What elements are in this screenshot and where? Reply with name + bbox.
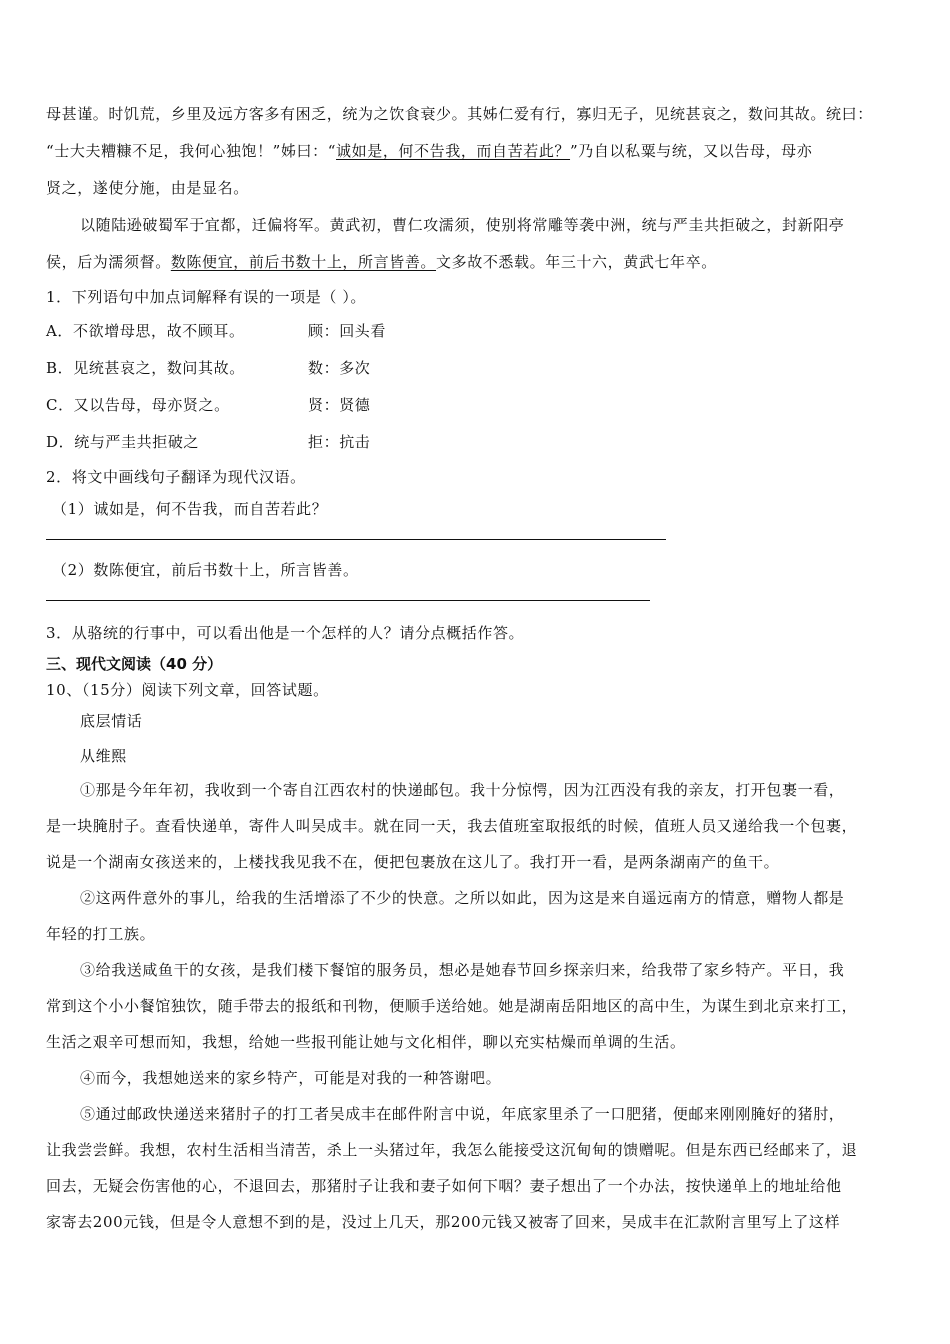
paragraph-1-line-3: 说是一个湖南女孩送来的，上楼找我见我不在，便把包裹放在这儿了。我打开一看，是两条湖南产的鱼干。 [46, 853, 780, 871]
paragraph-5-line-2: 让我尝尝鲜。我想，农村生活相当清苦，杀上一头猪过年，我怎么能接受这沉甸甸的馈赠呢。但是东西已经邮来了，退 [46, 1141, 858, 1159]
option-c-gloss: 贤：贤德 [308, 396, 371, 414]
classical-line-5a: 侯，后为濡须督。 [46, 253, 171, 271]
paragraph-5-line-4: 家寄去200元钱，但是令人意想不到的是，没过上几天，那200元钱又被寄了回来，吴成丰在汇款附言里写上了这样 [46, 1213, 841, 1231]
document-page [46, 96, 906, 1240]
paragraph-5-line-3: 回去，无疑会伤害他的心，不退回去，那猪肘子让我和妻子如何下咽？妻子想出了一个办法，按快递单上的地址给他 [46, 1177, 842, 1195]
paragraph-2-line-2: 年轻的打工族。 [46, 925, 156, 943]
option-d-gloss: 拒：抗击 [308, 433, 371, 451]
article-author: 从维熙 [80, 747, 127, 765]
paragraph-4-line-1: ④而今，我想她送来的家乡特产，可能是对我的一种答谢吧。 [80, 1069, 502, 1087]
classical-line-2a: “士大夫糟糠不足，我何心独饱！”姊曰：“ [46, 142, 337, 160]
option-b-label: B．见统甚哀之，数问其故。 [46, 359, 245, 377]
option-c-label: C．又以告母，母亦贤之。 [46, 396, 230, 414]
paragraph-1-line-2: 是一块腌肘子。查看快递单，寄件人叫吴成丰。就在同一天，我去值班室取报纸的时候，值班人员又递给我一个包裹， [46, 817, 858, 835]
classical-line-2b: ”乃自以私粟与统，又以告母，母亦 [570, 142, 813, 160]
question-2-item-2: （2）数陈便宜，前后书数十上，所言皆善。 [52, 561, 359, 579]
question-1-option-c [46, 387, 906, 424]
paragraph-2-line-1: ②这两件意外的事儿，给我的生活增添了不少的快意。之所以如此，因为这是来自遥远南方的情意，赠物人都是 [80, 889, 845, 907]
option-d-label: D．统与严圭共拒破之 [46, 433, 200, 451]
option-a-gloss: 顾：回头看 [308, 322, 387, 340]
option-a-label: A．不欲增母思，故不顾耳。 [46, 322, 245, 340]
question-1-option-d [46, 424, 906, 461]
underlined-sentence-1: 诚如是，何不告我，而自苦若此？ [336, 142, 571, 160]
classical-line-1: 母甚谨。时饥荒，乡里及远方客多有困乏，统为之饮食衰少。其姊仁爱有行，寡归无子，见统甚哀之，数问其故。统曰： [46, 105, 873, 123]
paragraph-3-line-2: 常到这个小小餐馆独饮，随手带去的报纸和刊物，便顺手送给她。她是湖南岳阳地区的高中生，为谋生到北京来打工， [46, 997, 858, 1015]
question-1-stem: 1．下列语句中加点词解释有误的一项是（ ）。 [46, 288, 367, 306]
paragraph-1-line-1: ①那是今年年初，我收到一个寄自江西农村的快递邮包。我十分惊愕，因为江西没有我的亲友，打开包裹一看， [80, 781, 845, 799]
underlined-sentence-2: 数陈便宜，前后书数十上，所言皆善。 [170, 253, 437, 271]
classical-line-5 [46, 244, 906, 281]
option-b-gloss: 数：多次 [308, 359, 371, 377]
paragraph-5-line-1: ⑤通过邮政快递送来猪肘子的打工者吴成丰在邮件附言中说，年底家里杀了一口肥猪，便邮来刚刚腌好的猪肘， [80, 1105, 845, 1123]
paragraph-3-line-3: 生活之艰辛可想而知，我想，给她一些报刊能让她与文化相伴，聊以充实枯燥而单调的生活。 [46, 1033, 686, 1051]
question-1-option-a [46, 313, 906, 350]
question-2-item-1: （1）诚如是，何不告我，而自苦若此？ [52, 500, 328, 518]
answer-line-1[interactable] [46, 525, 666, 540]
question-10-intro: 10、（15分）阅读下列文章，回答试题。 [46, 681, 329, 699]
article-title: 底层情话 [80, 712, 143, 730]
question-1-option-b [46, 350, 906, 387]
section-3-title: 三、现代文阅读（40 分） [46, 655, 223, 673]
classical-line-4: 以随陆逊破蜀军于宜都，迁偏将军。黄武初，曹仁攻濡须，使别将常雕等袭中洲，统与严圭共拒破之，封新阳亭 [80, 216, 845, 234]
answer-line-2[interactable] [46, 586, 650, 601]
paragraph-3-line-1: ③给我送咸鱼干的女孩，是我们楼下餐馆的服务员，想必是她春节回乡探亲归来，给我带了家乡特产。平日，我 [80, 961, 845, 979]
classical-line-5b: 文多故不悉载。年三十六，黄武七年卒。 [436, 253, 717, 271]
question-2-stem: 2．将文中画线句子翻译为现代汉语。 [46, 468, 306, 486]
classical-line-2 [46, 133, 906, 170]
question-3-stem: 3．从骆统的行事中，可以看出他是一个怎样的人？请分点概括作答。 [46, 624, 525, 642]
classical-line-3: 贤之，遂使分施，由是显名。 [46, 179, 249, 197]
